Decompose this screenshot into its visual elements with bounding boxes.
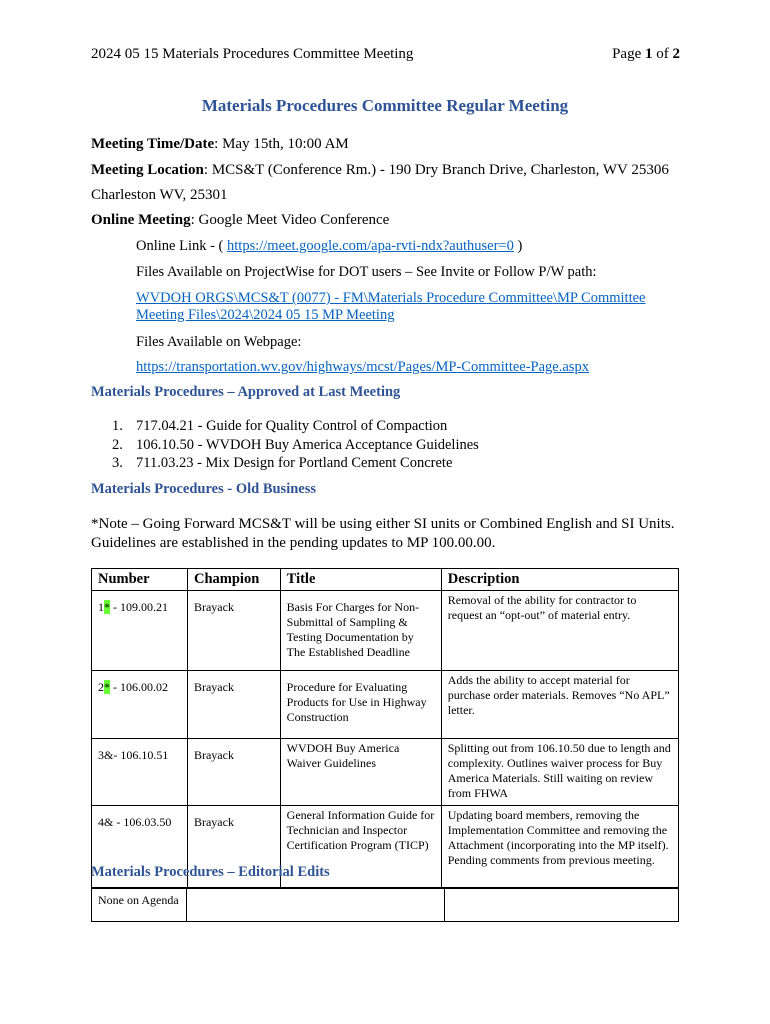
units-note: *Note – Going Forward MCS&T will be using either SI units or Combined English and SI Units. Guidelines are established in the pending updates to MP 100.00.00. [91,516,675,551]
mp-description: Removal of the ability for contractor to request an “opt-out” of material entry. [441,591,678,671]
list-item: 3. 711.03.23 - Mix Design for Portland Cement Concrete [112,455,453,471]
column-header-champion: Champion [187,569,280,591]
mp-number: 2* - 106.00.02 [92,671,188,739]
meeting-time-label: Meeting Time/Date [91,136,215,152]
mp-title: WVDOH Buy America Waiver Guidelines [280,739,441,806]
page-of: of [652,46,673,62]
page-total: 2 [672,46,680,62]
mp-title: Procedure for Evaluating Products for Use in Highway Construction [280,671,441,739]
mp-number: 4& - 106.03.50 [92,806,188,888]
webpage-link-line [136,359,589,376]
editorial-cell-item: None on Agenda [92,889,187,922]
projectwise-path-link[interactable] [136,290,645,324]
mp-title: General Information Guide for Technician and Inspector Certification Program (TICP) [280,806,441,888]
online-meeting-label: Online Meeting [91,212,191,228]
section-old-business-heading: Materials Procedures - Old Business [91,481,317,497]
mp-title: Basis For Charges for Non-Submittal of Sampling & Testing Documentation by The Established Deadline [280,591,441,671]
online-link-prefix: Online Link - ( [136,238,228,254]
projectwise-path-line2[interactable]: Meeting Files\2024\2024 05 15 MP Meeting [136,307,395,323]
mp-description: Adds the ability to accept material for purchase order materials. Removes “No APL” letter. [441,671,678,739]
webpage-link[interactable]: https://transportation.wv.gov/highways/mcst/Pages/MP-Committee-Page.aspx [136,359,589,375]
header-doc-title: 2024 05 15 Materials Procedures Committee Meeting [91,46,414,62]
table-row [92,671,679,739]
meeting-location-label: Meeting Location [91,162,204,178]
online-link-line [136,238,522,255]
meeting-location-value: : MCS&T (Conference Rm.) - 190 Dry Branch Drive, Charleston, WV 25306 [203,162,669,178]
column-header-title: Title [280,569,441,591]
table-row [92,739,679,806]
mp-description: Splitting out from 106.10.50 due to length and complexity. Outlines waiver process for Buy America Materials. Still waiting on review from FHWA [441,739,678,806]
table-header-row [92,569,679,591]
mp-description: Updating board members, removing the Implementation Committee and removing the Attachment (incorporating into the MP itself). Pending comments from previous meeting. [441,806,678,888]
projectwise-path-line1[interactable]: WVDOH ORGS\MCS&T (0077) - FM\Materials Procedure Committee\MP Committee [136,290,646,306]
table-row [92,889,679,922]
meeting-location-line [91,162,669,179]
mp-champion: Brayack [187,591,280,671]
online-meeting-line [91,212,389,229]
meeting-location-line2: Charleston WV, 25301 [91,187,228,203]
column-header-description: Description [441,569,678,591]
mp-champion: Brayack [187,739,280,806]
meet-link[interactable]: https://meet.google.com/apa-rvti-ndx?authuser=0 [227,238,514,254]
mp-champion: Brayack [187,671,280,739]
files-projectwise-text: Files Available on ProjectWise for DOT users – See Invite or Follow P/W path: [136,264,597,280]
online-meeting-value: : Google Meet Video Conference [190,212,390,228]
column-header-number: Number [92,569,188,591]
header-page-number [612,46,680,63]
approved-list [112,418,479,474]
editorial-cell-empty [444,889,678,922]
old-business-table [91,568,679,888]
page-title: Materials Procedures Committee Regular Meeting [201,96,569,115]
meeting-time-value: : May 15th, 10:00 AM [214,136,349,152]
mp-champion: Brayack [187,806,280,888]
meeting-time-line [91,136,349,153]
files-webpage-text: Files Available on Webpage: [136,334,302,350]
page-prefix: Page [612,46,645,62]
mp-number: 3&- 106.10.51 [92,739,188,806]
list-item: 1. 717.04.21 - Guide for Quality Control of Compaction [112,418,448,434]
editorial-cell-empty [186,889,444,922]
list-item: 2. 106.10.50 - WVDOH Buy America Acceptance Guidelines [112,436,479,453]
editorial-table [91,888,679,922]
table-row [92,591,679,671]
highlight-mark: * [104,600,110,614]
page-current: 1 [645,46,653,62]
highlight-mark: * [104,680,110,694]
mp-number: 1* - 109.00.21 [92,591,188,671]
section-editorial-heading: Materials Procedures – Editorial Edits [91,864,330,880]
section-approved-heading: Materials Procedures – Approved at Last Meeting [91,384,401,400]
online-link-suffix: ) [513,238,523,254]
